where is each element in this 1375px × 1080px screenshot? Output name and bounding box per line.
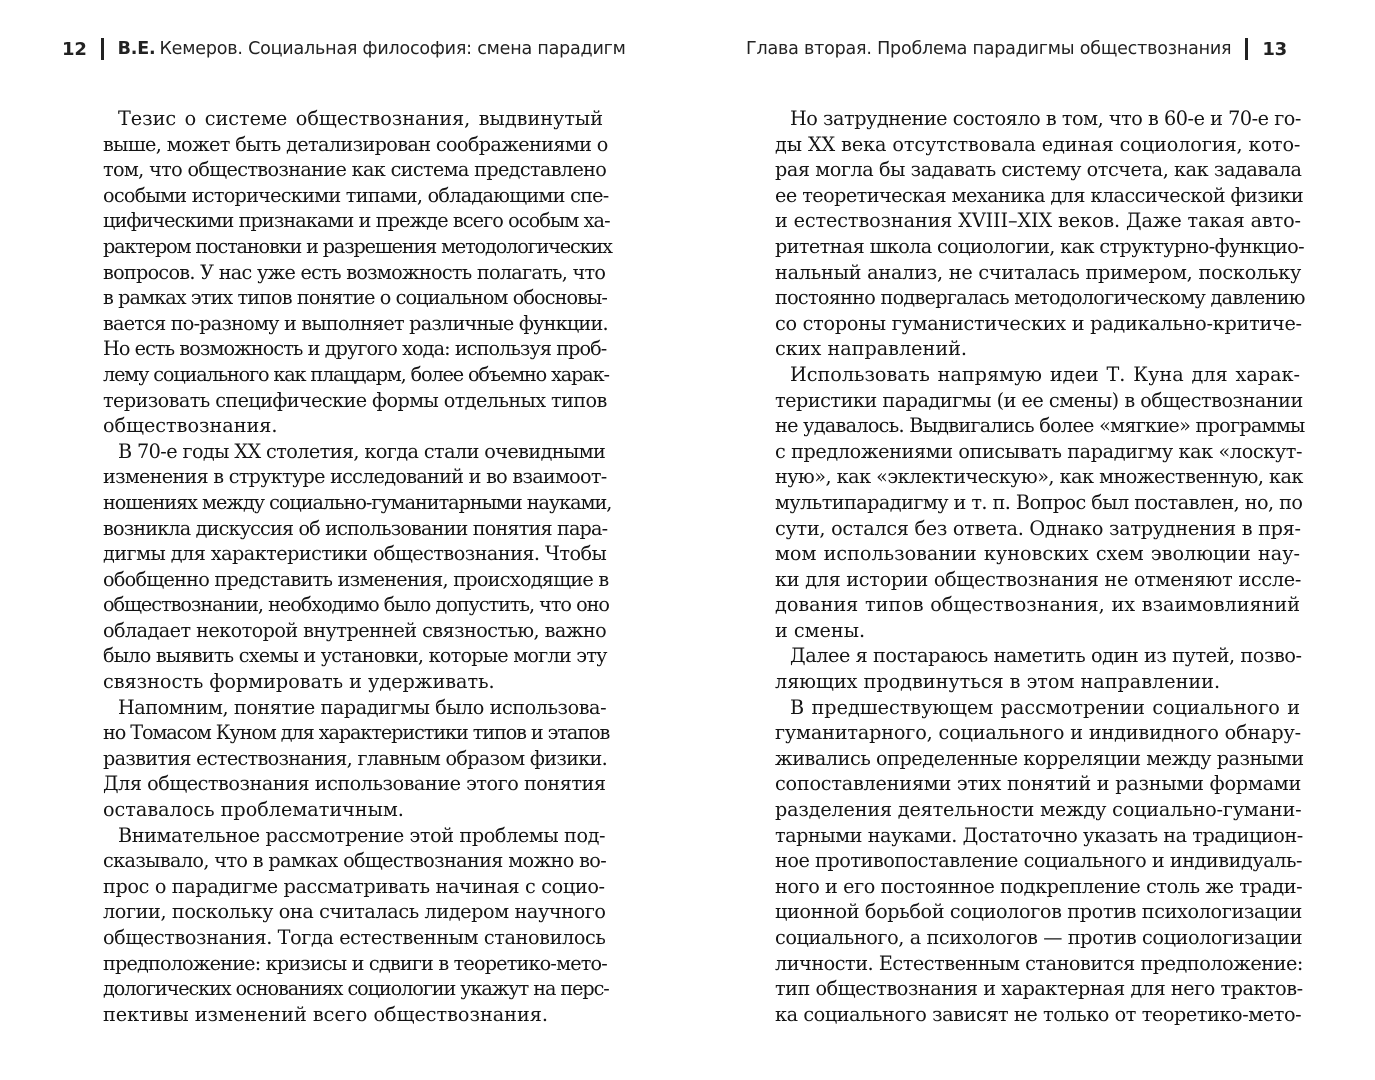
text-line: тарными науками. Достаточно указать на традицион- bbox=[775, 823, 1303, 847]
text-line: разделения деятельности между социально-гумани- bbox=[775, 798, 1302, 822]
text-line: ляющих продвинуться в этом направлении. bbox=[775, 670, 1221, 694]
text-line: ка социального зависят не только от теоретико-мето- bbox=[775, 1002, 1302, 1026]
page-number: 12 bbox=[62, 38, 87, 60]
text-line: сопоставлениями этих понятий и разными формами bbox=[775, 772, 1302, 796]
text-line: Далее я постараюсь наметить один из путей, позво- bbox=[790, 644, 1302, 668]
text-line: Использовать напрямую идеи Т. Куна для харак- bbox=[790, 362, 1300, 386]
text-line: живались определенные корреляции между разными bbox=[775, 746, 1304, 770]
text-line: Внимательное рассмотрение этой проблемы под- bbox=[118, 823, 606, 847]
text-line: ды XX века отсутствовала единая социология, кото- bbox=[775, 132, 1301, 156]
text-line: постоянно подвергалась методологическому давлению bbox=[775, 286, 1305, 310]
text-line: ношениях между социально-гуманитарными науками, bbox=[103, 490, 612, 514]
text-line: развития естествознания, главным образом физики. bbox=[103, 746, 607, 770]
text-line: рактером постановки и разрешения методологических bbox=[103, 234, 612, 258]
text-line: оставалось проблематичным. bbox=[103, 798, 404, 822]
text-line: с предложениями описывать парадигму как «лоскут- bbox=[775, 439, 1303, 463]
text-line: вается по-разному и выполняет различные функции. bbox=[103, 311, 608, 335]
left-page bbox=[0, 0, 687, 1080]
text-line: социального, а психологов — против социологизации bbox=[775, 926, 1303, 949]
running-head-left bbox=[62, 38, 626, 60]
text-line: теристики парадигмы (и ее смены) в обществознании bbox=[775, 388, 1303, 412]
text-line: ских направлений. bbox=[775, 337, 967, 361]
text-line: и смены. bbox=[775, 618, 866, 642]
text-line: ритетная школа социологии, как структурно-функцио- bbox=[775, 234, 1304, 258]
author-initials: В.Е. bbox=[117, 39, 156, 59]
text-line: ее теоретическая механика для классической физики bbox=[775, 183, 1304, 207]
text-line: выше, может быть детализирован соображениями о bbox=[103, 132, 608, 156]
text-line: ки для истории обществознания не отменяют иссле- bbox=[775, 567, 1302, 591]
text-line: обобщенно представить изменения, происходящие в bbox=[103, 567, 609, 591]
text-line: было выявить схемы и установки, которые могли эту bbox=[103, 644, 607, 668]
text-line: мультипарадигму и т. п. Вопрос был поставлен, но, по bbox=[775, 490, 1303, 514]
text-line: но Томасом Куном для характеристики типов и этапов bbox=[103, 721, 610, 745]
body-text-right bbox=[775, 106, 1305, 1027]
text-line: дигмы для характеристики обществознания. Чтобы bbox=[103, 542, 607, 566]
text-line: нальный анализ, не считалась примером, поскольку bbox=[775, 260, 1302, 284]
text-line: вопросов. У нас уже есть возможность полагать, что bbox=[103, 260, 606, 284]
text-line: том, что обществознание как система представлено bbox=[103, 158, 607, 182]
text-line: и естествознания XVIII–XIX веков. Даже такая авто- bbox=[775, 209, 1301, 233]
text-line: логии, поскольку она считалась лидером научного bbox=[103, 900, 606, 924]
text-line: связность формировать и удерживать. bbox=[103, 670, 495, 694]
text-line: ционной борьбой социологов против психологизации bbox=[775, 900, 1302, 924]
text-line: лему социального как плацдарм, более объемно харак- bbox=[103, 362, 609, 386]
text-line: дования типов обществознания, их взаимовлияний bbox=[775, 593, 1300, 617]
text-line: обществознании, необходимо было допустить, что оно bbox=[103, 593, 609, 617]
body-text-left bbox=[103, 106, 612, 1027]
text-line: сказывало, что в рамках обществознания можно во- bbox=[103, 849, 607, 873]
text-line: ного и его постоянное подкрепление столь же тради- bbox=[775, 874, 1303, 898]
text-line: теризовать специфические формы отдельных типов bbox=[103, 388, 607, 412]
text-line: дологических основаниях социологии укажут на перс- bbox=[103, 977, 609, 1001]
text-line: предположение: кризисы и сдвиги в теоретико-мето- bbox=[103, 951, 607, 975]
page-number: 13 bbox=[1262, 38, 1287, 60]
text-line: в рамках этих типов понятие о социальном обосновы- bbox=[103, 286, 608, 310]
text-line: возникла дискуссия об использовании понятия пара- bbox=[103, 516, 608, 540]
text-line: Для обществознания использование этого понятия bbox=[103, 772, 606, 796]
text-line: обществознания. bbox=[103, 414, 278, 438]
text-line: Но затруднение состояло в том, что в 60-е и 70-е го- bbox=[790, 107, 1301, 130]
text-line: ное противопоставление социального и индивидуаль- bbox=[775, 849, 1302, 873]
text-line: со стороны гуманистических и радикально-критиче- bbox=[775, 311, 1302, 335]
text-line: обладает некоторой внутренней связностью, важно bbox=[103, 618, 607, 642]
header-separator bbox=[101, 38, 104, 60]
book-title: Кемеров. Социальная философия: смена парадигм bbox=[159, 39, 626, 59]
text-line: Напомним, понятие парадигмы было использова- bbox=[118, 695, 607, 719]
text-line: личности. Естественным становится предположение: bbox=[775, 951, 1303, 975]
text-line: В предшествующем рассмотрении социального и bbox=[790, 695, 1300, 719]
text-line: сути, остался без ответа. Однако затруднения в пря- bbox=[775, 516, 1301, 540]
right-page bbox=[687, 0, 1375, 1080]
text-line: цифическими признаками и прежде всего особым ха- bbox=[103, 209, 610, 233]
header-separator bbox=[1245, 38, 1248, 60]
text-line: гуманитарного, социального и индивидного обнару- bbox=[775, 721, 1302, 745]
text-line: прос о парадигме рассматривать начиная с социо- bbox=[103, 874, 605, 898]
running-head-right bbox=[746, 38, 1287, 60]
text-line: рая могла бы задавать систему отсчета, как задавала bbox=[775, 158, 1302, 182]
text-line: мом использовании куновских схем эволюции нау- bbox=[775, 542, 1300, 566]
text-line: Тезис о системе обществознания, выдвинутый bbox=[118, 107, 603, 130]
text-line: не удавалось. Выдвигались более «мягкие» программы bbox=[775, 414, 1305, 438]
text-line: тип обществознания и характерная для него трактов- bbox=[775, 977, 1303, 1001]
text-line: особыми историческими типами, обладающими спе- bbox=[103, 183, 609, 207]
text-line: Но есть возможность и другого хода: используя проб- bbox=[103, 337, 607, 361]
text-line: пективы изменений всего обществознания. bbox=[103, 1002, 548, 1026]
chapter-title: Глава вторая. Проблема парадигмы обществознания bbox=[746, 39, 1232, 59]
text-line: В 70-е годы XX столетия, когда стали очевидными bbox=[118, 439, 606, 463]
text-line: изменения в структуре исследований и во взаимоот- bbox=[103, 465, 607, 489]
text-line: обществознания. Тогда естественным становилось bbox=[103, 926, 606, 949]
text-line: ную», как «эклектическую», как множественную, как bbox=[775, 465, 1303, 489]
